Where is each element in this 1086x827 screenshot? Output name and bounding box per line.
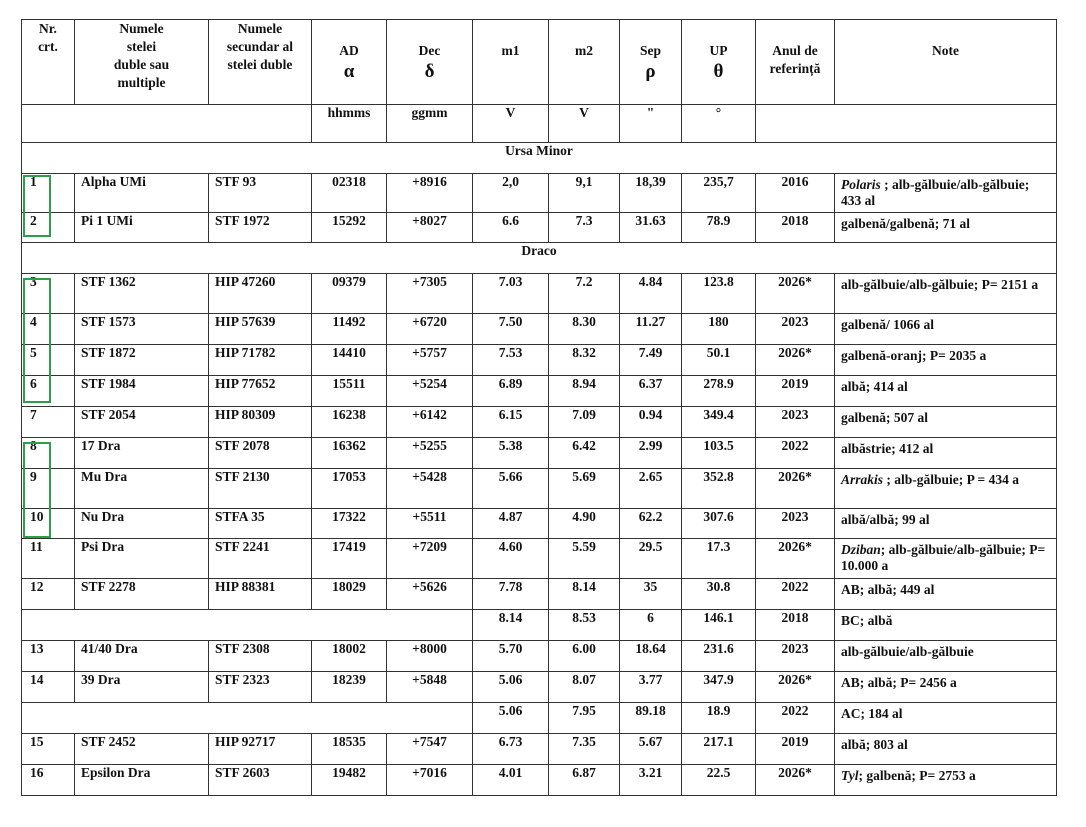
table-row (22, 314, 1057, 345)
row-number: 15 (22, 734, 75, 765)
reference-year: 2018 (756, 610, 835, 641)
magnitude-1: 4.60 (473, 539, 549, 579)
reference-year: 2023 (756, 641, 835, 672)
note-text (841, 613, 1050, 629)
magnitude-1: 6.89 (473, 376, 549, 407)
star-name: 39 Dra (75, 672, 209, 703)
header-up: UP θ (682, 20, 756, 105)
reference-year: 2016 (756, 174, 835, 213)
star-name: Epsilon Dra (75, 765, 209, 796)
section-row (22, 243, 1057, 274)
note-star-proper-name: Polaris (841, 177, 881, 192)
right-ascension: 18029 (312, 579, 387, 610)
position-angle: 217.1 (682, 734, 756, 765)
note-cell (835, 345, 1057, 376)
unit-up: ° (682, 105, 756, 143)
secondary-name: STF 2323 (209, 672, 312, 703)
separation: 2.65 (620, 469, 682, 509)
note-text (841, 348, 1050, 364)
blank-cell (22, 610, 473, 641)
magnitude-1: 7.50 (473, 314, 549, 345)
row-number: 8 (22, 438, 75, 469)
header-notes: Note (835, 20, 1057, 105)
secondary-name: HIP 80309 (209, 407, 312, 438)
magnitude-1: 5.06 (473, 703, 549, 734)
note-text (841, 644, 1050, 660)
magnitude-2: 8.32 (549, 345, 620, 376)
magnitude-1: 5.70 (473, 641, 549, 672)
row-number: 2 (22, 213, 75, 243)
note-text (841, 216, 1050, 232)
position-angle: 103.5 (682, 438, 756, 469)
secondary-name: STF 93 (209, 174, 312, 213)
position-angle: 146.1 (682, 610, 756, 641)
header-nr: Nr. crt. (22, 20, 75, 105)
note-text (841, 410, 1050, 426)
note-cell (835, 274, 1057, 314)
note-description: galbenă-oranj; P= 2035 a (841, 348, 987, 363)
star-name: Nu Dra (75, 509, 209, 539)
header-m1: m1 (473, 20, 549, 105)
section-row (22, 143, 1057, 174)
note-cell (835, 734, 1057, 765)
header-secondary-name: Numele secundar al stelei duble (209, 20, 312, 105)
position-angle: 347.9 (682, 672, 756, 703)
right-ascension: 15292 (312, 213, 387, 243)
note-description: ; alb-gălbuie; P = 434 a (883, 472, 1019, 487)
position-angle: 235,7 (682, 174, 756, 213)
separation: 4.84 (620, 274, 682, 314)
unit-m1: V (473, 105, 549, 143)
magnitude-2: 8.30 (549, 314, 620, 345)
right-ascension: 02318 (312, 174, 387, 213)
table-row (22, 407, 1057, 438)
declination: +7305 (387, 274, 473, 314)
magnitude-2: 9,1 (549, 174, 620, 213)
note-description: galbenă; 507 al (841, 410, 929, 425)
magnitude-1: 6.73 (473, 734, 549, 765)
magnitude-2: 5.59 (549, 539, 620, 579)
note-text (841, 542, 1050, 574)
magnitude-1: 8.14 (473, 610, 549, 641)
row-number: 7 (22, 407, 75, 438)
separation: 2.99 (620, 438, 682, 469)
table-row (22, 765, 1057, 796)
star-name: 17 Dra (75, 438, 209, 469)
table-row (22, 469, 1057, 509)
row-number: 4 (22, 314, 75, 345)
note-cell (835, 174, 1057, 213)
magnitude-2: 5.69 (549, 469, 620, 509)
note-text (841, 317, 1050, 333)
reference-year: 2023 (756, 314, 835, 345)
magnitude-1: 2,0 (473, 174, 549, 213)
note-description: ; alb-gălbuie/alb-gălbuie; P= 10.000 a (841, 542, 1046, 573)
note-star-proper-name: Arrakis (841, 472, 884, 487)
row-number: 5 (22, 345, 75, 376)
separation: 3.21 (620, 765, 682, 796)
note-cell (835, 672, 1057, 703)
magnitude-1: 7.53 (473, 345, 549, 376)
right-ascension: 15511 (312, 376, 387, 407)
note-cell (835, 765, 1057, 796)
declination: +7209 (387, 539, 473, 579)
reference-year: 2026* (756, 469, 835, 509)
magnitude-2: 7.35 (549, 734, 620, 765)
table-row (22, 509, 1057, 539)
header-row (22, 20, 1057, 105)
right-ascension: 14410 (312, 345, 387, 376)
secondary-name: STF 2603 (209, 765, 312, 796)
table-row (22, 345, 1057, 376)
magnitude-2: 4.90 (549, 509, 620, 539)
declination: +5254 (387, 376, 473, 407)
separation: 6 (620, 610, 682, 641)
note-text (841, 277, 1050, 293)
magnitude-1: 5.66 (473, 469, 549, 509)
secondary-name: HIP 47260 (209, 274, 312, 314)
magnitude-2: 7.2 (549, 274, 620, 314)
row-number: 9 (22, 469, 75, 509)
star-name: STF 2054 (75, 407, 209, 438)
separation: 11.27 (620, 314, 682, 345)
section-title: Draco (22, 243, 1057, 274)
note-cell (835, 407, 1057, 438)
table-row (22, 734, 1057, 765)
secondary-name: HIP 88381 (209, 579, 312, 610)
note-cell (835, 539, 1057, 579)
right-ascension: 17419 (312, 539, 387, 579)
right-ascension: 18239 (312, 672, 387, 703)
unit-sep: " (620, 105, 682, 143)
note-description: ; alb-gălbuie/alb-gălbuie; 433 al (841, 177, 1030, 208)
table-row (22, 641, 1057, 672)
note-text (841, 512, 1050, 528)
star-name: Psi Dra (75, 539, 209, 579)
header-dec: Dec δ (387, 20, 473, 105)
star-name: Alpha UMi (75, 174, 209, 213)
note-description: AB; albă; 449 al (841, 582, 935, 597)
position-angle: 17.3 (682, 539, 756, 579)
note-text (841, 706, 1050, 722)
magnitude-1: 5.06 (473, 672, 549, 703)
note-text (841, 737, 1050, 753)
section-title: Ursa Minor (22, 143, 1057, 174)
magnitude-2: 8.53 (549, 610, 620, 641)
secondary-name: STF 1972 (209, 213, 312, 243)
row-number: 16 (22, 765, 75, 796)
note-cell (835, 438, 1057, 469)
right-ascension: 16362 (312, 438, 387, 469)
row-number: 13 (22, 641, 75, 672)
star-name: Pi 1 UMi (75, 213, 209, 243)
reference-year: 2026* (756, 539, 835, 579)
note-description: galbenă/galbenă; 71 al (841, 216, 971, 231)
secondary-name: STFA 35 (209, 509, 312, 539)
position-angle: 307.6 (682, 509, 756, 539)
header-m2: m2 (549, 20, 620, 105)
table-row (22, 438, 1057, 469)
header-star-name: Numele stelei duble sau multiple (75, 20, 209, 105)
separation: 62.2 (620, 509, 682, 539)
note-cell (835, 579, 1057, 610)
table-row (22, 174, 1057, 213)
declination: +5428 (387, 469, 473, 509)
separation: 0.94 (620, 407, 682, 438)
note-text (841, 379, 1050, 395)
note-cell (835, 641, 1057, 672)
header-ra: AD α (312, 20, 387, 105)
secondary-name: HIP 92717 (209, 734, 312, 765)
table-row (22, 539, 1057, 579)
note-description: AB; albă; P= 2456 a (841, 675, 957, 690)
magnitude-1: 7.03 (473, 274, 549, 314)
table-row (22, 610, 1057, 641)
note-description: BC; albă (841, 613, 893, 628)
unit-m2: V (549, 105, 620, 143)
right-ascension: 17322 (312, 509, 387, 539)
position-angle: 22.5 (682, 765, 756, 796)
star-name: STF 1984 (75, 376, 209, 407)
note-description: alb-gălbuie/alb-gălbuie; P= 2151 a (841, 277, 1039, 292)
position-angle: 352.8 (682, 469, 756, 509)
note-text (841, 582, 1050, 598)
row-number: 1 (22, 174, 75, 213)
reference-year: 2019 (756, 734, 835, 765)
secondary-name: STF 2241 (209, 539, 312, 579)
reference-year: 2026* (756, 765, 835, 796)
position-angle: 123.8 (682, 274, 756, 314)
table-row (22, 376, 1057, 407)
reference-year: 2019 (756, 376, 835, 407)
row-number: 14 (22, 672, 75, 703)
star-name: Mu Dra (75, 469, 209, 509)
unit-ra: hhmms (312, 105, 387, 143)
separation: 3.77 (620, 672, 682, 703)
position-angle: 18.9 (682, 703, 756, 734)
note-cell (835, 314, 1057, 345)
star-name: STF 2278 (75, 579, 209, 610)
star-name: 41/40 Dra (75, 641, 209, 672)
right-ascension: 19482 (312, 765, 387, 796)
right-ascension: 18002 (312, 641, 387, 672)
magnitude-1: 4.01 (473, 765, 549, 796)
separation: 35 (620, 579, 682, 610)
magnitude-2: 7.95 (549, 703, 620, 734)
magnitude-2: 6.87 (549, 765, 620, 796)
reference-year: 2022 (756, 703, 835, 734)
note-description: galbenă/ 1066 al (841, 317, 935, 332)
magnitude-2: 8.14 (549, 579, 620, 610)
position-angle: 30.8 (682, 579, 756, 610)
position-angle: 349.4 (682, 407, 756, 438)
star-name: STF 1872 (75, 345, 209, 376)
note-text (841, 472, 1050, 488)
magnitude-2: 8.07 (549, 672, 620, 703)
magnitude-2: 7.3 (549, 213, 620, 243)
magnitude-1: 6.15 (473, 407, 549, 438)
blank-cell (22, 703, 473, 734)
header-year: Anul de referință (756, 20, 835, 105)
position-angle: 180 (682, 314, 756, 345)
secondary-name: HIP 71782 (209, 345, 312, 376)
note-cell (835, 469, 1057, 509)
position-angle: 50.1 (682, 345, 756, 376)
secondary-name: STF 2308 (209, 641, 312, 672)
secondary-name: HIP 57639 (209, 314, 312, 345)
double-stars-table (21, 19, 1057, 796)
magnitude-1: 7.78 (473, 579, 549, 610)
unit-dec: ggmm (387, 105, 473, 143)
position-angle: 278.9 (682, 376, 756, 407)
declination: +5848 (387, 672, 473, 703)
position-angle: 231.6 (682, 641, 756, 672)
declination: +5626 (387, 579, 473, 610)
secondary-name: HIP 77652 (209, 376, 312, 407)
declination: +5511 (387, 509, 473, 539)
star-name: STF 1362 (75, 274, 209, 314)
declination: +6142 (387, 407, 473, 438)
reference-year: 2018 (756, 213, 835, 243)
note-cell (835, 213, 1057, 243)
reference-year: 2026* (756, 672, 835, 703)
separation: 29.5 (620, 539, 682, 579)
reference-year: 2022 (756, 438, 835, 469)
declination: +5255 (387, 438, 473, 469)
note-text (841, 675, 1050, 691)
declination: +6720 (387, 314, 473, 345)
separation: 7.49 (620, 345, 682, 376)
magnitude-2: 7.09 (549, 407, 620, 438)
note-description: AC; 184 al (841, 706, 903, 721)
table-row (22, 672, 1057, 703)
table-row (22, 579, 1057, 610)
right-ascension: 17053 (312, 469, 387, 509)
note-description: alb-gălbuie/alb-gălbuie (841, 644, 974, 659)
note-cell (835, 376, 1057, 407)
declination: +8916 (387, 174, 473, 213)
reference-year: 2026* (756, 274, 835, 314)
secondary-name: STF 2130 (209, 469, 312, 509)
separation: 5.67 (620, 734, 682, 765)
declination: +8000 (387, 641, 473, 672)
magnitude-2: 8.94 (549, 376, 620, 407)
reference-year: 2026* (756, 345, 835, 376)
reference-year: 2023 (756, 407, 835, 438)
star-name: STF 2452 (75, 734, 209, 765)
units-row (22, 105, 1057, 143)
note-description: ; galbenă; P= 2753 a (858, 768, 976, 783)
note-description: albă; 414 al (841, 379, 908, 394)
note-description: albă; 803 al (841, 737, 908, 752)
separation: 18,39 (620, 174, 682, 213)
note-cell (835, 509, 1057, 539)
note-cell (835, 610, 1057, 641)
separation: 18.64 (620, 641, 682, 672)
right-ascension: 18535 (312, 734, 387, 765)
declination: +8027 (387, 213, 473, 243)
row-number: 10 (22, 509, 75, 539)
declination: +7016 (387, 765, 473, 796)
declination: +7547 (387, 734, 473, 765)
note-text (841, 177, 1050, 209)
note-cell (835, 703, 1057, 734)
separation: 6.37 (620, 376, 682, 407)
note-star-proper-name: Dziban (841, 542, 881, 557)
row-number: 6 (22, 376, 75, 407)
reference-year: 2022 (756, 579, 835, 610)
table-row (22, 703, 1057, 734)
magnitude-2: 6.00 (549, 641, 620, 672)
magnitude-2: 6.42 (549, 438, 620, 469)
declination: +5757 (387, 345, 473, 376)
separation: 31.63 (620, 213, 682, 243)
reference-year: 2023 (756, 509, 835, 539)
note-description: albăstrie; 412 al (841, 441, 934, 456)
right-ascension: 16238 (312, 407, 387, 438)
magnitude-1: 6.6 (473, 213, 549, 243)
header-sep: Sep ρ (620, 20, 682, 105)
table-row (22, 274, 1057, 314)
separation: 89.18 (620, 703, 682, 734)
table-row (22, 213, 1057, 243)
right-ascension: 09379 (312, 274, 387, 314)
note-description: albă/albă; 99 al (841, 512, 930, 527)
row-number: 11 (22, 539, 75, 579)
star-name: STF 1573 (75, 314, 209, 345)
magnitude-1: 5.38 (473, 438, 549, 469)
magnitude-1: 4.87 (473, 509, 549, 539)
note-star-proper-name: Tyl (841, 768, 859, 783)
right-ascension: 11492 (312, 314, 387, 345)
note-text (841, 441, 1050, 457)
row-number: 3 (22, 274, 75, 314)
row-number: 12 (22, 579, 75, 610)
position-angle: 78.9 (682, 213, 756, 243)
secondary-name: STF 2078 (209, 438, 312, 469)
note-text (841, 768, 1050, 784)
